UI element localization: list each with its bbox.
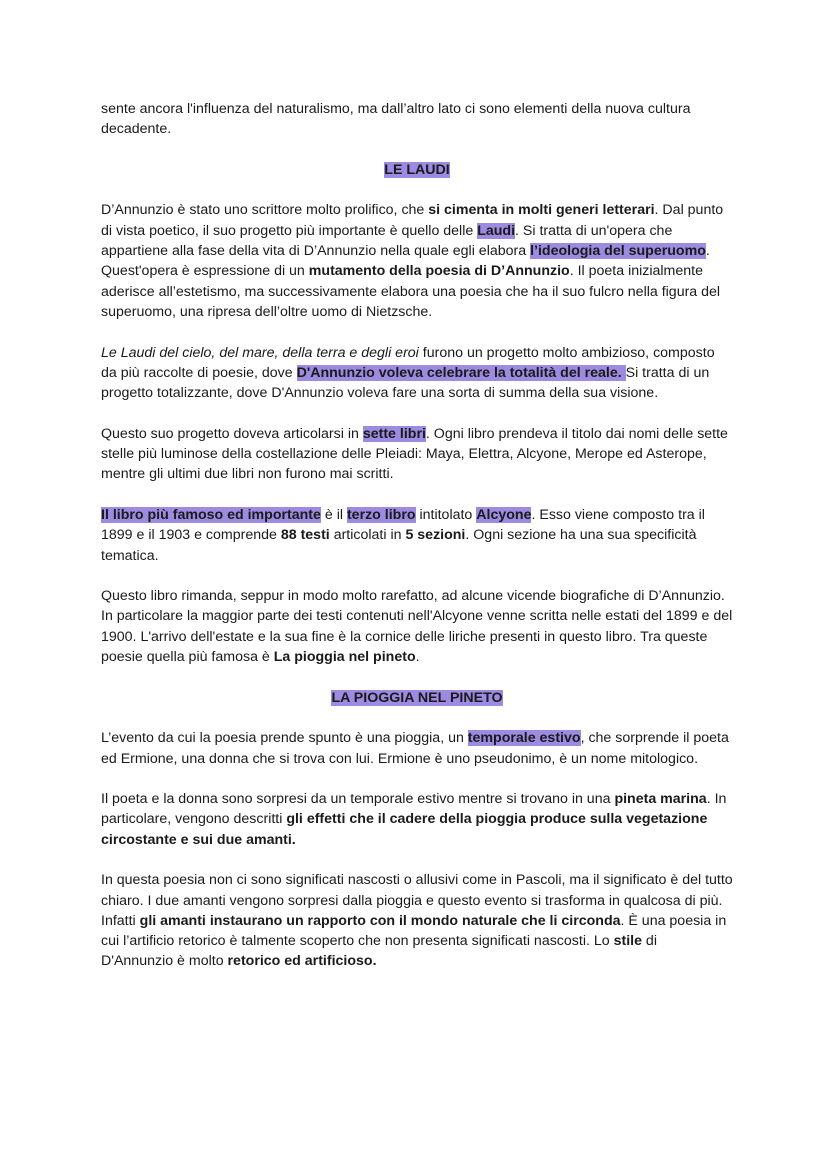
bold-text: 5 sezioni [405,527,466,544]
text-run: L’evento da cui la poesia prende spunto è una pioggia, un [101,730,468,747]
text-run: . Esso viene composto tra il 1899 e il 1903 e comprende [101,506,705,544]
text-run: . È una poesia in cui l’artificio retorico è talmente scoperto che non presenta significati nascosti. Lo [101,912,727,950]
text-run: . Ogni sezione ha una sua specificità tematica. [101,527,697,564]
bold-text: retorico ed artificioso. [227,953,377,970]
paragraph-pineta [101,789,733,850]
highlighted-text: l’ideologia del superuomo [530,243,706,260]
bold-text: 88 testi [280,527,330,544]
document-body [101,99,733,992]
highlighted-text: Alcyone [476,506,532,523]
highlighted-text: temporale estivo [467,730,581,747]
bold-text: La pioggia nel pineto [273,649,416,666]
bold-text: mutamento della poesia di D’Annunzio [308,263,570,280]
text-run: è il [320,506,347,523]
text-run: di D'Annunzio è molto [101,933,657,970]
paragraph-seven-books [101,424,733,485]
text-run: . Ogni libro prendeva il titolo dai nomi delle sette stelle più luminose della costellazione delle Pleiadi: Maya, Elettra, Alcyone, Merope ed Asterope, mentre gli ultimi due libri non furono mai scritti. [101,425,728,483]
bold-text: pineta marina [614,791,707,808]
text-run: , che sorprende il poeta ed Ermione, una donna che si trova con lui. Ermione è uno pseudonimo, è un nome mitologico. [101,730,729,767]
bold-text: gli amanti instaurano un rapporto con il mondo naturale che li circonda [139,912,621,929]
paragraph-style [101,870,733,971]
text-run: Questo suo progetto doveva articolarsi in [101,425,363,442]
section-title-pioggia [101,688,733,708]
highlighted-text: Il libro più famoso ed importante [101,506,321,523]
highlighted-title: LA PIOGGIA NEL PINETO [331,689,503,706]
text-run: Si tratta di un progetto totalizzante, dove D'Annunzio voleva fare una sorta di summa della sua visione. [101,364,710,402]
paragraph-laudi-intro [101,200,733,322]
text-run: . In particolare, vengono descritti [101,791,727,828]
text-run: . [415,649,420,666]
paragraph-biography [101,586,733,667]
section-title-le-laudi [101,160,733,180]
text-run: In questa poesia non ci sono significati nascosti o allusivi come in Pascoli, ma il significato è del tutto chiaro. I due amanti vengono sorpresi dalla pioggia e questo evento si trasforma in qualcosa di più. Infatti [101,872,733,929]
text-run: . Il poeta inizialmente aderisce all’estetismo, ma successivamente elabora una poesia che ha il suo fulcro nella figura del superuomo, una ripresa dell’oltre uomo di Nietzsche. [101,263,721,320]
text-run: furono un progetto molto ambizioso, composto da più raccolte di poesie, dove [101,344,715,381]
text-run: articolati in [329,527,406,544]
text-run: Questo libro rimanda, seppur in modo molto rarefatto, ad alcune vicende biografiche di D’Annunzio. In particolare la maggior parte dei testi contenuti nell'Alcyone venne scritta nelle estati del 1899 e del 1900. L'arrivo dell'estate e la sua fine è la cornice delle liriche presenti in questo libro. Tra queste poesie quella più famosa è [101,588,733,666]
highlighted-text: D'Annunzio voleva celebrare la totalità del reale. [296,364,626,381]
highlighted-text: sette libri [362,425,426,442]
bold-text: gli effetti che il cadere della pioggia produce sulla vegetazione circostante e sui due amanti. [101,811,708,848]
paragraph-intro [101,99,733,140]
italic-text: Le Laudi del cielo, del mare, della terra e degli eroi [101,344,419,361]
text-run: . Quest'opera è espressione di un [101,243,710,280]
text-run: intitolato [415,506,477,523]
highlighted-text: terzo libro [346,506,416,523]
text-run: D’Annunzio è stato uno scrittore molto prolifico, che [101,202,429,219]
bold-text: si cimenta in molti generi letterari [428,202,655,219]
highlighted-title: LE LAUDI [384,161,450,178]
text-run: . Si tratta di un'opera che appartiene alla fase della vita di D’Annunzio nella quale egli elabora [101,222,673,260]
paragraph-event [101,728,733,769]
text-run: sente ancora l'influenza del naturalismo, ma dall’altro lato ci sono elementi della nuova cultura decadente. [101,101,691,138]
text-run: . Dal punto di vista poetico, il suo progetto più importante è quello delle [101,202,724,239]
paragraph-laudi-project [101,343,733,404]
bold-text: stile [613,933,642,950]
paragraph-alcyone [101,505,733,566]
highlighted-text: Laudi [477,222,516,239]
text-run: Il poeta e la donna sono sorpresi da un temporale estivo mentre si trovano in una [101,791,615,808]
